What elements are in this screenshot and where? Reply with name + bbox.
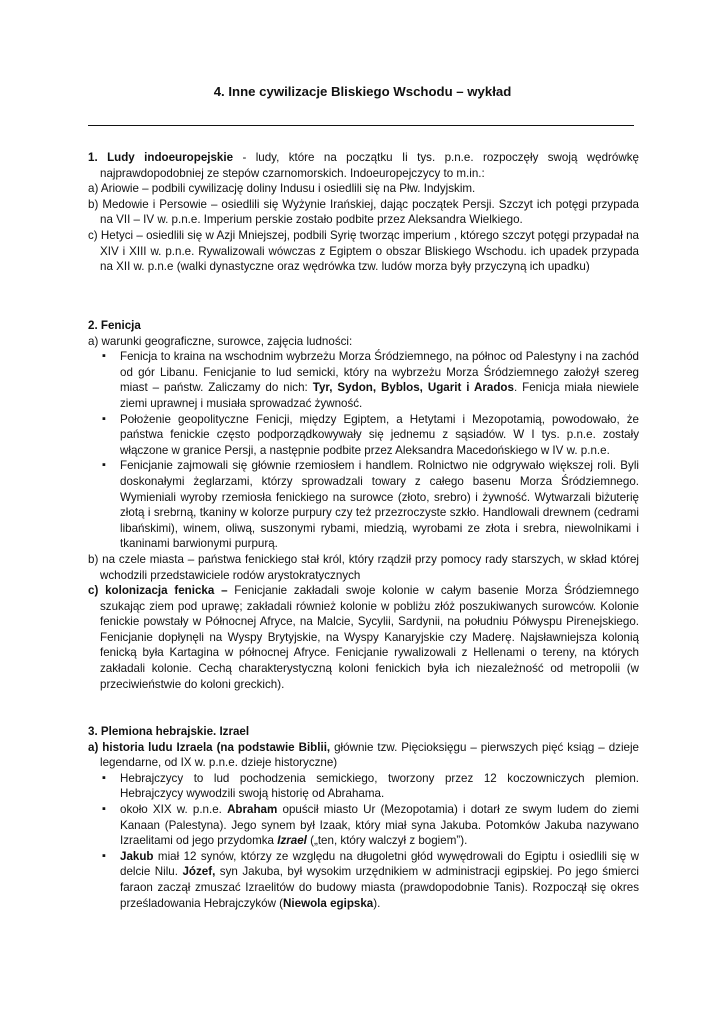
section-3 xyxy=(88,724,639,911)
section-3-bullet-3: ▪ Jakub miał 12 synów, którzy ze względu na długoletni głód wywędrowali do Egiptu i osiedlili się w delcie Nilu. Józef, syn Jakuba, był wysokim urzędnikiem w administracji egipskiej. Po jego śmierci faraon zaczął zmuszać Izraelitów do budowy miasta (prawdopodobnie Tanis). Rozpoczął się okres prześladowania Hebrajczyków (Niewola egipska). xyxy=(88,849,639,911)
section-3-bullet-2: ▪ około XIX w. p.n.e. Abraham opuścił miasto Ur (Mezopotamia) i dotarł ze swym ludem do ziemi Kanaan (Palestyna). Jego synem był Izaak, który miał syna Jakuba. Potomków Jakuba nazywano Izraelitami od jego przydomka Izrael („ten, który walczył z bogiem”). xyxy=(88,802,639,849)
section-2-heading: 2. Fenicja xyxy=(88,319,141,332)
section-1-title: Ludy indoeuropejskie xyxy=(107,151,234,164)
section-1-intro: - ludy, które na początku Ii tys. p.n.e. rozpoczęły swoją wędrówkę najprawdopodobniej ze stepów czarnomorskich. Indoeuropejczycy to m.in.: xyxy=(100,151,639,180)
section-1 xyxy=(88,150,639,275)
section-3-bullet-1: ▪ Hebrajczycy to lud pochodzenia semickiego, tworzony przez 12 koczowniczych plemion. Hebrajczycy wywodzili swoją historię od Abrahama. xyxy=(88,771,639,802)
section-1-item-b: b) Medowie i Persowie – osiedlili się Wyżynie Irańskiej, dając początek Persji. Szczyt ich potęgi przypada na VII – IV w. p.n.e. Imperium perskie zostało podbite przez Aleksandra Wielkiego. xyxy=(88,197,639,227)
divider xyxy=(88,125,634,126)
section-2-item-a: a) warunki geograficzne, surowce, zajęcia ludności: xyxy=(88,334,353,348)
section-2 xyxy=(88,318,639,692)
section-2-bullet-1: ▪ Fenicja to kraina na wschodnim wybrzeżu Morza Śródziemnego, na północ od Palestyny i na zachód od gór Libanu. Fenicjanie to lud semicki, który na wybrzeżu Morza Śródziemnego założył szereg miast – państw. Zaliczamy do nich: Tyr, Sydon, Byblos, Ugarit i Arados. Fenicja miała niewiele ziemi uprawnej i musiała sprowadzać żywność. xyxy=(88,349,639,411)
section-1-heading xyxy=(88,150,639,181)
section-2-item-c: c) kolonizacja fenicka – Fenicjanie zakładali swoje kolonie w całym basenie Morza Śródziemnego szukając ziem pod uprawę; zakładali również kolonie w pobliżu złóż poszukiwanych surowców. Kolonie fenickie powstały w Północnej Afryce, na Malcie, Sycylii, Sardynii, na południu Półwyspu Pirenejskiego. Fenicjanie dopłynęli na Wyspy Brytyjskie, na Wyspy Kanaryjskie czy Maderę. Najsławniejsza kolonią fenicką była Kartagina w północnej Afryce. Fenicjanie rywalizowali z Hellenami o tereny, na których zakładali kolonie. Cechą charakterystyczną koloni fenickich była ich niezależność od metropolii (w przeciwieństwie do koloni greckich). xyxy=(88,584,639,691)
section-1-item-a: a) Ariowie – podbili cywilizację doliny Indusu i osiedlili się na Płw. Indyjskim. xyxy=(88,182,476,196)
section-3-heading: 3. Plemiona hebrajskie. Izrael xyxy=(88,725,250,738)
section-3-item-a: a) historia ludu Izraela (na podstawie Biblii, głównie tzw. Pięcioksięgu – pierwszych pięć ksiąg – dzieje legendarne, od IX w. p.n.e. dzieje historyczne) xyxy=(88,740,639,770)
section-1-item-c: c) Hetyci – osiedlili się w Azji Mniejszej, podbili Syrię tworząc imperium , którego szczyt potęgi przypadał na XIV i XIII w. p.n.e. Rywalizowali wówczas z Egiptem o obszar Bliskiego Wschodu. ich upadek przypada na XII w. p.n.e (walki dynastyczne oraz wędrówka tzw. ludów morza były przyczyną ich upadku) xyxy=(88,228,639,274)
page-title: 4. Inne cywilizacje Bliskiego Wschodu – wykład xyxy=(213,84,512,99)
section-1-number: 1. xyxy=(88,151,98,164)
section-2-item-b: b) na czele miasta – państwa fenickiego stał król, który rządził przy pomocy rady starszych, w skład której wchodzili przedstawiciele rodów arystokratycznych xyxy=(88,552,639,582)
section-2-bullet-2: ▪ Położenie geopolityczne Fenicji, między Egiptem, a Hetytami i Mezopotamią, powodowało, że państwa fenickie często podporządkowywały się jednemu z sąsiadów. W I tys. p.n.e. zostały włączone w granice Persji, a następnie podbite przez Aleksandra Macedońskiego w IV w. p.n.e. xyxy=(88,412,639,459)
section-2-bullet-3: ▪ Fenicjanie zajmowali się głównie rzemiosłem i handlem. Rolnictwo nie odgrywało większej roli. Byli doskonałymi żeglarzami, którzy sprowadzali towary z całego basenu Morza Śródziemnego. Wymieniali wyroby rzemiosła fenickiego na surowce (złoto, srebro) i żywność. Wytwarzali biżuterię złotą i srebrną, tkaniny w kolorze purpury czy też przezroczyste szkło. Handlowali drewnem (cedrami libańskimi), winem, oliwą, suszonymi rybami, miedzią, wyrobami ze złota i srebra, niewolnikami i tkaninami barwionymi purpurą. xyxy=(88,458,639,552)
